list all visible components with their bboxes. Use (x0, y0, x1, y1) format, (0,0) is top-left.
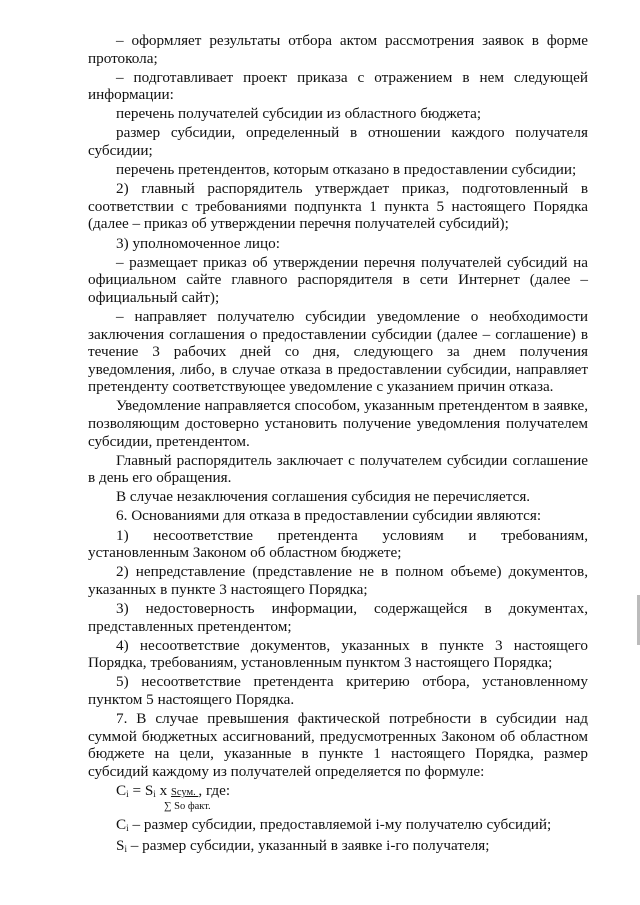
formula-si-sub: i (153, 788, 156, 799)
paragraph: 3) недостоверность информации, содержащейся в документах, представленных претендентом; (88, 599, 588, 635)
paragraph: 3) уполномоченное лицо: (116, 234, 280, 252)
paragraph: – направляет получателю субсидии уведомление о необходимости заключения соглашения о предоставлении субсидии (далее – соглашение) в течение 3 рабочих дней со дня, следующего за днем получения уведомления, либо, в случае отказа в предоставлении субсидии, направляет претенденту соответствующее уведомление с указанием причин отказа. (88, 307, 588, 396)
subsidy-formula (116, 782, 588, 816)
paragraph: 2) непредставление (представление не в полном объеме) документов, указанных в пункте 3 настоящего Порядка; (88, 563, 588, 598)
paragraph: 4) несоответствие документов, указанных в пункте 3 настоящего Порядка, требованиям, установленным пунктом 3 настоящего Порядка; (88, 636, 588, 672)
paragraph: 2) главный распорядитель утверждает приказ, подготовленный в соответствии с требованиями подпункта 1 пункта 5 настоящего Порядка (далее – приказ об утверждении перечня получателей субсидий); (88, 180, 588, 233)
def-subscript: i (126, 822, 129, 833)
paragraph: перечень претендентов, которым отказано в предоставлении субсидии; (116, 161, 577, 179)
document-body (88, 32, 588, 859)
paragraph: 6. Основаниями для отказа в предоставлении субсидии являются: (116, 507, 542, 525)
def-symbol: S (116, 837, 125, 855)
formula-where: , где: (198, 781, 231, 799)
paragraph: перечень получателей субсидии из областного бюджета; (116, 105, 482, 123)
paragraph: 7. В случае превышения фактической потребности в субсидии над суммой бюджетных ассигнований, предусмотренных Законом об областном бюджете на цели, указанные в пункте 1 настоящего Порядка, размер субсидий каждому из получателей определяется по формуле: (88, 709, 588, 780)
formula-si: S (144, 781, 154, 799)
def-subscript: i (124, 844, 127, 855)
paragraph: Главный распорядитель заключает с получателем субсидии соглашение в день его обращения. (88, 451, 588, 487)
formula-ci: C (116, 781, 127, 799)
formula-numerator: Sсум. (170, 786, 199, 798)
def-text: – размер субсидии, указанный в заявке i-го получателя; (126, 837, 490, 855)
paragraph: – оформляет результаты отбора актом рассмотрения заявок в форме протокола; (88, 32, 588, 67)
paragraph: 1) несоответствие претендента условиям и требованиям, установленным Законом об областном бюджете; (88, 526, 588, 562)
definition-si (88, 837, 588, 859)
formula-eq: = (128, 781, 145, 799)
formula-denominator: ∑ So факт. (164, 800, 211, 812)
formula-ci-sub: i (126, 788, 129, 799)
formula-times: x (155, 781, 171, 799)
paragraph: размер субсидии, определенный в отношении каждого получателя субсидии; (88, 124, 588, 160)
definition-ci (88, 816, 588, 838)
paragraph: – подготавливает проект приказа с отражением в нем следующей информации: (88, 68, 588, 104)
def-text: – размер субсидии, предоставляемой i-му получателю субсидий; (128, 815, 552, 833)
paragraph: 5) несоответствие претендента критерию отбора, установленному пунктом 5 настоящего Порядка. (88, 673, 588, 708)
paragraph: – размещает приказ об утверждении перечня получателей субсидий на официальном сайте главного распорядителя в сети Интернет (далее – официальный сайт); (88, 253, 588, 306)
def-symbol: C (116, 815, 127, 833)
paragraph: Уведомление направляется способом, указанным претендентом в заявке, позволяющим достоверно установить получение уведомления получателем субсидии, претендентом. (88, 397, 588, 450)
paragraph: В случае незаключения соглашения субсидия не перечисляется. (116, 488, 531, 506)
